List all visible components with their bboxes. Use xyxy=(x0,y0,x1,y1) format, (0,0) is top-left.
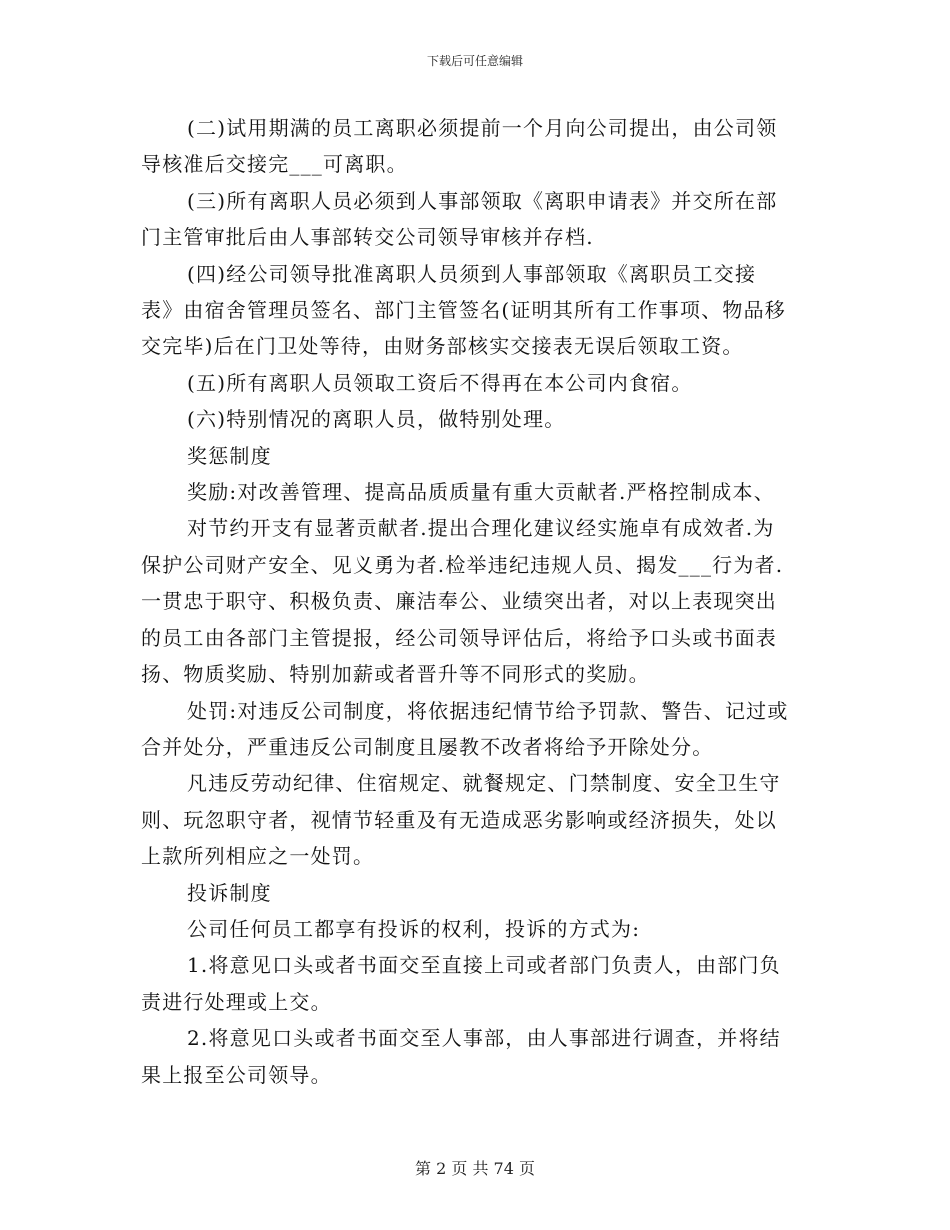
text-line: 投诉制度 xyxy=(187,880,272,905)
text-line: 保护公司财产安全、见义勇为者.检举违纪违规人员、揭发___行为者. xyxy=(141,552,784,577)
text-line: 奖励:对改善管理、提高品质质量有重大贡献者.严格控制成本、 xyxy=(187,480,775,505)
text-line: 扬、物质奖励、特别加薪或者晋升等不同形式的奖励。 xyxy=(141,662,650,687)
text-line: 一贯忠于职守、积极负责、廉洁奉公、业绩突出者，对以上表现突出 xyxy=(141,589,777,614)
text-line: 奖惩制度 xyxy=(187,443,272,468)
text-line: (三)所有离职人员必须到人事部领取《离职申请表》并交所在部 xyxy=(187,188,778,213)
text-line: 表》由宿舍管理员签名、部门主管签名(证明其所有工作事项、物品移 xyxy=(141,298,787,323)
text-line: 交完毕)后在门卫处等待，由财务部核实交接表无误后领取工资。 xyxy=(141,334,744,359)
text-line: 2.将意见口头或者书面交至人事部，由人事部进行调查，并将结 xyxy=(187,1026,781,1051)
document-body xyxy=(141,110,811,1093)
text-line: 则、玩忽职守者，视情节轻重及有无造成恶劣影响或经济损失，处以 xyxy=(141,807,777,832)
page-header: 下载后可任意编辑 xyxy=(426,54,523,68)
text-line: (二)试用期满的员工离职必须提前一个月向公司提出，由公司领 xyxy=(187,116,778,140)
text-line: 对节约开支有显著贡献者.提出合理化建议经实施卓有成效者.为 xyxy=(187,516,775,541)
text-line: 门主管审批后由人事部转交公司领导审核并存档. xyxy=(141,225,594,250)
text-line: 的员工由各部门主管提报，经公司领导评估后，将给予口头或书面表 xyxy=(141,625,777,650)
text-line: 公司任何员工都享有投诉的权利，投诉的方式为: xyxy=(187,916,641,941)
page-number: 第 2 页 共 74 页 xyxy=(415,1159,535,1178)
text-line: 果上报至公司领导。 xyxy=(141,1062,332,1087)
text-line: (五)所有离职人员领取工资后不得再在本公司内食宿。 xyxy=(187,370,693,395)
text-line: 责进行处理或上交。 xyxy=(141,989,332,1014)
text-line: 导核准后交接完___可离职。 xyxy=(141,152,408,177)
text-line: 处罚:对违反公司制度，将依据违纪情节给予罚款、警告、记过或 xyxy=(187,698,789,723)
text-line: (六)特别情况的离职人员，做特别处理。 xyxy=(187,407,566,432)
text-line: 凡违反劳动纪律、住宿规定、就餐规定、门禁制度、安全卫生守 xyxy=(187,771,781,796)
text-line: 合并处分，严重违反公司制度且屡教不改者将给予开除处分。 xyxy=(141,734,714,759)
text-line: 上款所列相应之一处罚。 xyxy=(141,844,375,869)
text-line: 1.将意见口头或者书面交至直接上司或者部门负责人，由部门负 xyxy=(187,953,781,978)
text-line: (四)经公司领导批准离职人员须到人事部领取《离职员工交接 xyxy=(187,261,757,286)
